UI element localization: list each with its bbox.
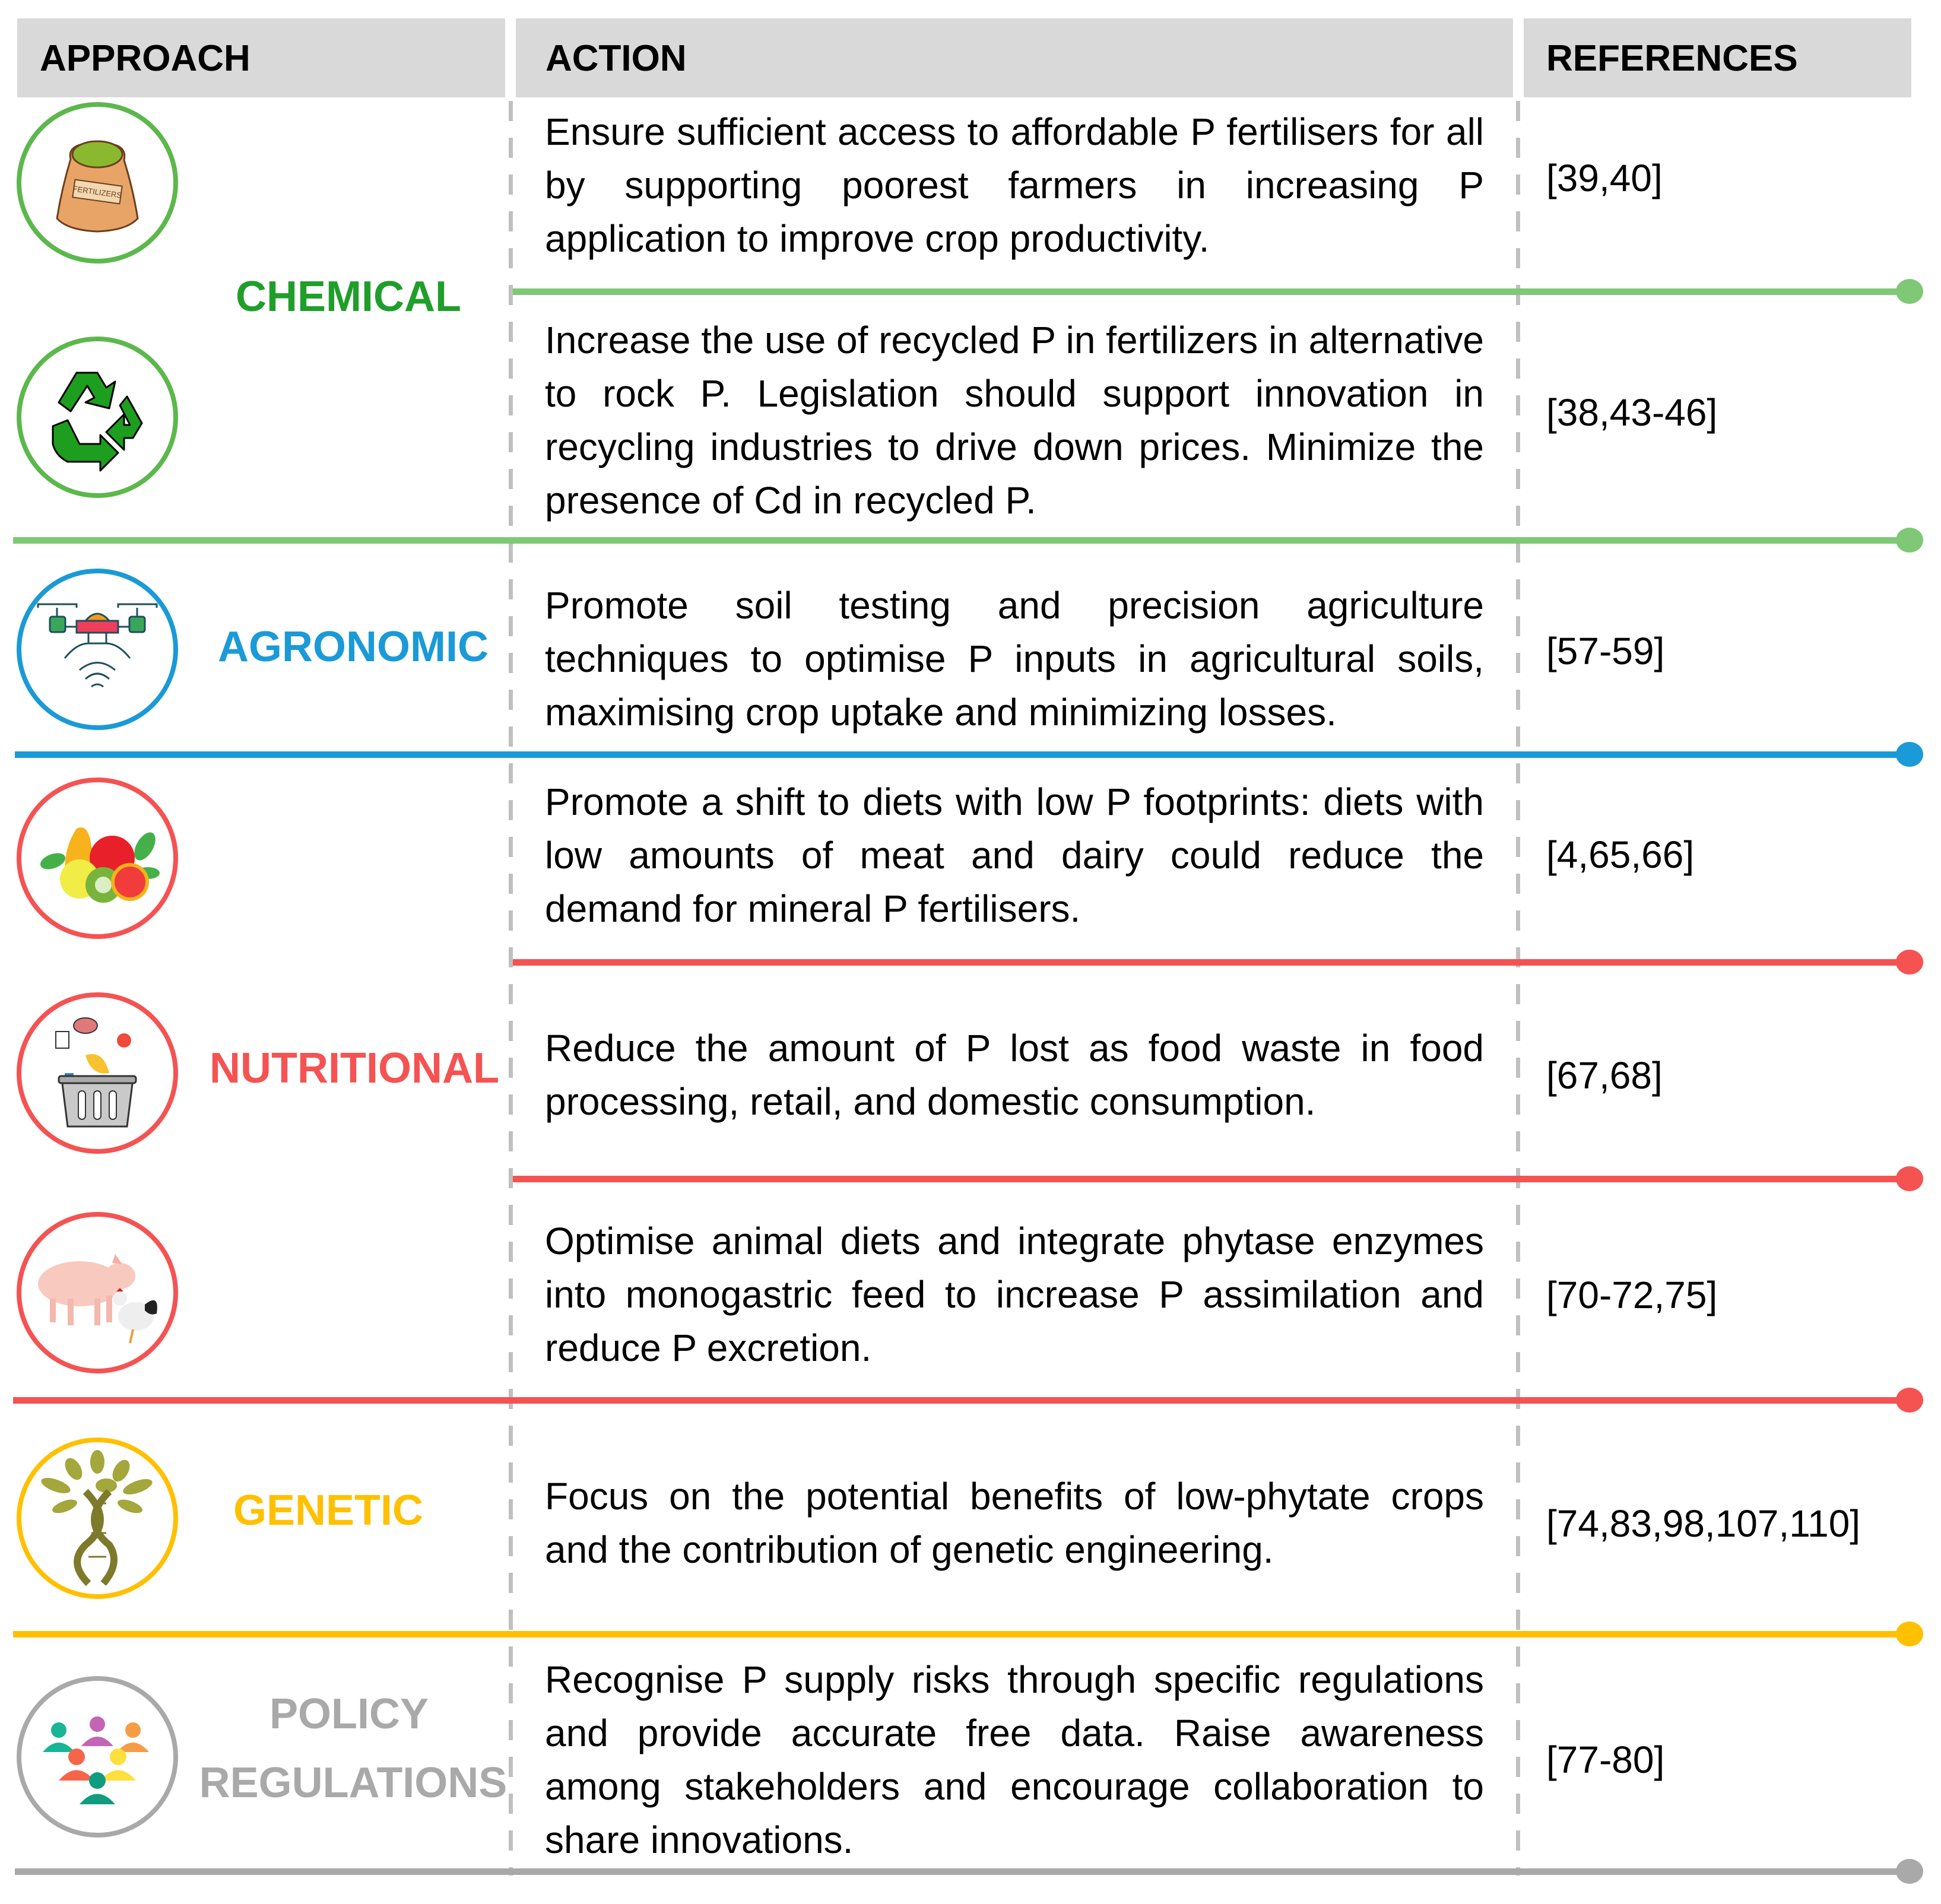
reference-citation: [67,68] xyxy=(1546,1054,1663,1097)
action-text: Promote a shift to diets with low P footprints: diets with low amounts of meat and dairy could reduce the demand for mineral P fertilisers. xyxy=(545,780,1484,930)
action-text: Ensure sufficient access to affordable P fertilisers for all by supporting poorest farmers in increasing P application to improve crop productivity. xyxy=(545,110,1484,260)
separator-dot xyxy=(1896,1621,1923,1646)
column-divider-1 xyxy=(509,101,513,1876)
reference-citation: [39,40] xyxy=(1546,157,1663,199)
reference-citation: [77-80] xyxy=(1546,1738,1665,1781)
header-action xyxy=(516,18,1513,97)
separator-policy-end xyxy=(15,1868,1911,1875)
separator-dot xyxy=(1896,950,1923,975)
drone-icon xyxy=(17,569,178,730)
separator-dot xyxy=(1896,528,1923,553)
approach-label-chemical: CHEMICAL xyxy=(236,273,461,320)
action-text: Focus on the potential benefits of low-phytate crops and the contribution of genetic engineering. xyxy=(545,1475,1484,1571)
header-approach-label: APPROACH xyxy=(40,38,250,79)
header-references xyxy=(1524,18,1911,97)
approach-label-nutritional: NUTRITIONAL xyxy=(210,1045,499,1092)
header-approach xyxy=(17,18,505,97)
column-divider-2 xyxy=(1516,101,1520,1876)
action-text: Reduce the amount of P lost as food waste in food processing, retail, and domestic consumption. xyxy=(545,1027,1484,1123)
reference-citation: [38,43-46] xyxy=(1546,391,1718,434)
approach-label-policy: POLICY xyxy=(269,1690,429,1738)
separator-nutritional-1 xyxy=(513,959,1911,966)
separator-nutritional-2 xyxy=(513,1176,1911,1182)
separator-chemical-1 xyxy=(513,288,1911,295)
separator-dot xyxy=(1896,279,1923,304)
pig-chicken-icon xyxy=(17,1212,178,1373)
approach-label-agronomic: AGRONOMIC xyxy=(218,623,489,671)
separator-dot xyxy=(1896,1859,1923,1884)
separator-nutritional-end xyxy=(13,1397,1911,1404)
reference-citation: [57-59] xyxy=(1546,630,1665,672)
separator-dot xyxy=(1896,742,1923,767)
reference-citation: [70-72,75] xyxy=(1546,1274,1718,1316)
fruits-icon xyxy=(17,778,178,939)
fertilizer-bag-icon xyxy=(17,102,178,264)
recycle-icon xyxy=(17,337,178,498)
approach-label-genetic: GENETIC xyxy=(233,1487,424,1534)
separator-agronomic-end xyxy=(15,751,1911,758)
header-references-label: REFERENCES xyxy=(1546,38,1798,79)
separator-dot xyxy=(1896,1166,1923,1191)
reference-citation: [74,83,98,107,110] xyxy=(1546,1502,1861,1545)
separator-genetic-end xyxy=(13,1631,1911,1638)
action-text: Increase the use of recycled P in fertilizers in alternative to rock P. Legislation should support innovation in recycling industries to drive down prices. Minimize the presence of Cd in recycled P. xyxy=(545,319,1484,522)
dna-tree-icon xyxy=(17,1437,178,1599)
action-text: Recognise P supply risks through specific regulations and provide accurate free data. Raise awareness among stakeholders and encourage collaboration to share innovations. xyxy=(545,1658,1484,1861)
header-action-label: ACTION xyxy=(545,38,687,79)
reference-citation: [4,65,66] xyxy=(1546,833,1695,876)
svg-text:FERTILIZERS: FERTILIZERS xyxy=(72,184,122,200)
stakeholders-icon xyxy=(17,1676,178,1838)
separator-dot xyxy=(1896,1388,1923,1413)
food-waste-bin-icon xyxy=(17,992,178,1154)
approach-label-regulations: REGULATIONS xyxy=(199,1759,508,1807)
action-text: Promote soil testing and precision agriculture techniques to optimise P inputs in agricultural soils, maximising crop uptake and minimizing losses. xyxy=(545,584,1484,734)
separator-chemical-end xyxy=(13,537,1911,544)
action-text: Optimise animal diets and integrate phytase enzymes into monogastric feed to increase P assimilation and reduce P excretion. xyxy=(545,1220,1484,1369)
